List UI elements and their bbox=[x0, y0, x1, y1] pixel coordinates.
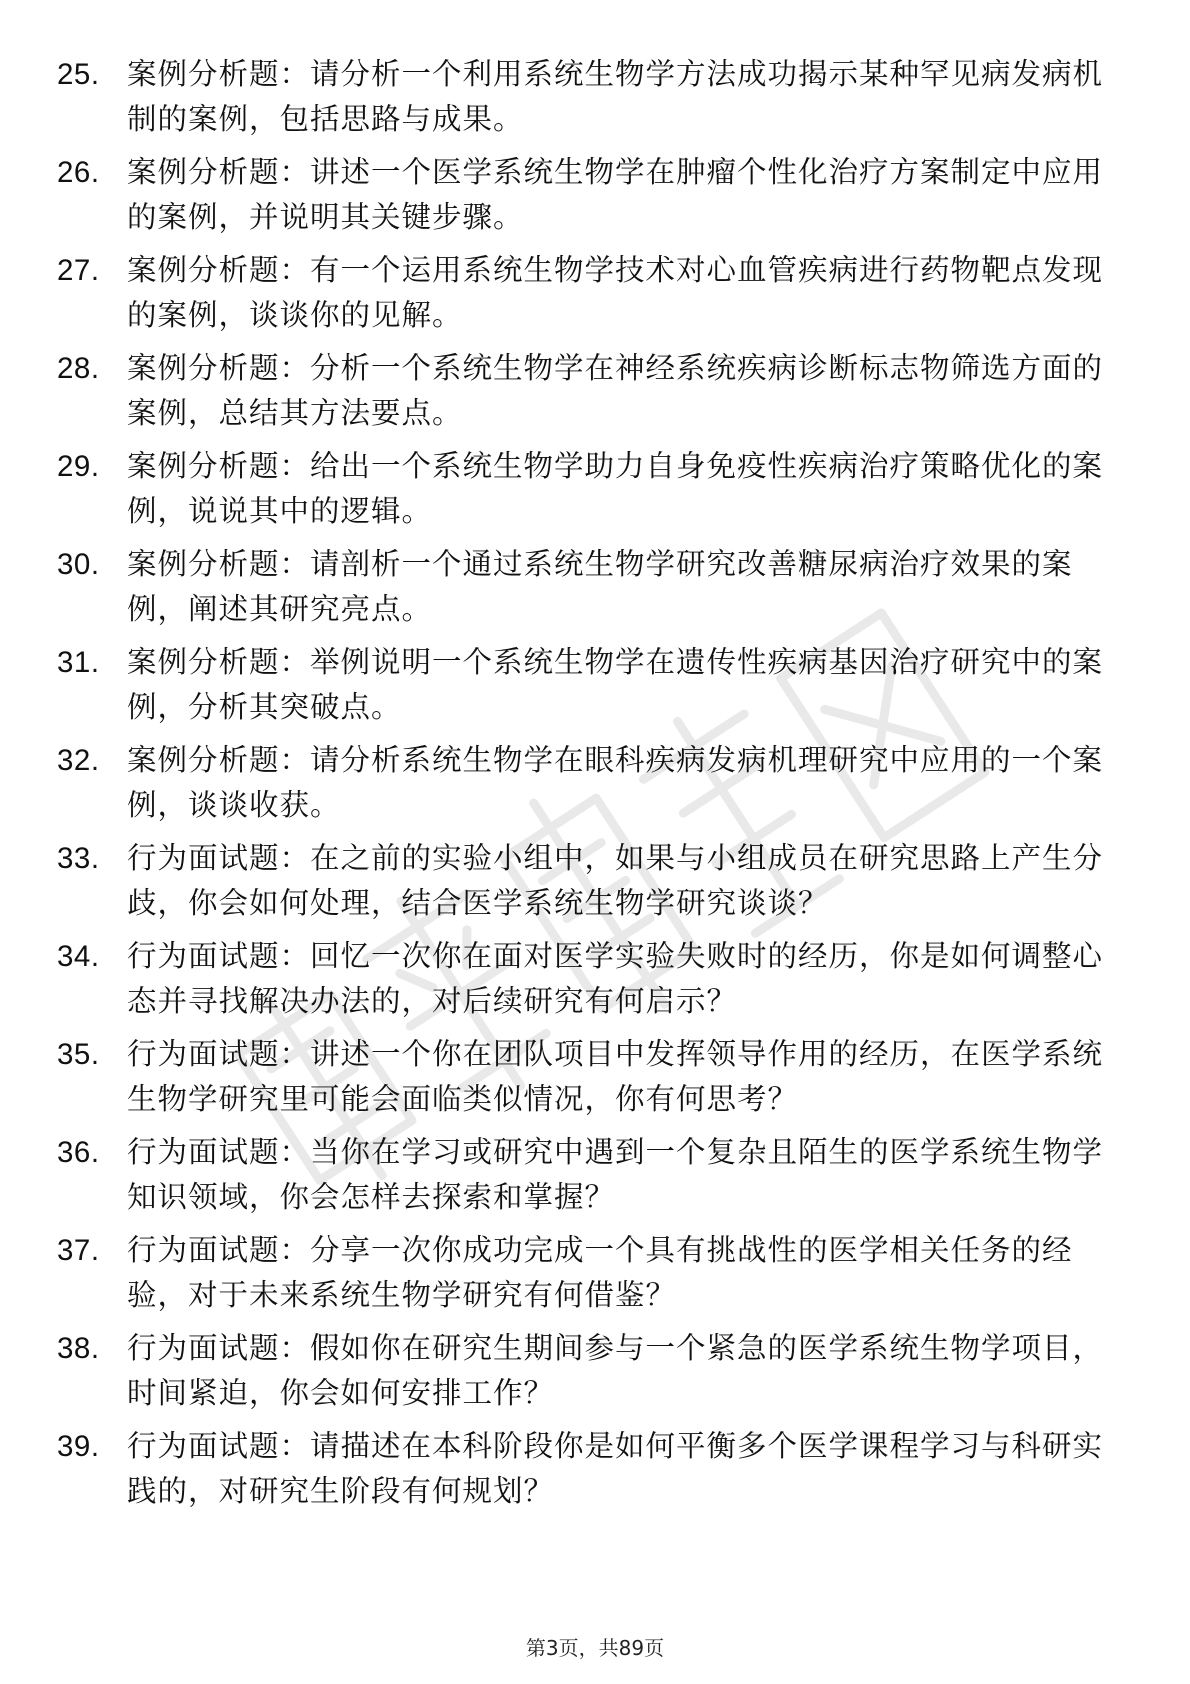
question-list bbox=[0, 52, 1190, 1522]
question-text: 案例分析题：讲述一个医学系统生物学在肿瘤个性化治疗方案制定中应用的案例，并说明其关键步骤。 bbox=[127, 155, 1104, 234]
question-text: 行为面试题：当你在学习或研究中遇到一个复杂且陌生的医学系统生物学知识领域，你会怎样去探索和掌握？ bbox=[127, 1135, 1104, 1214]
question-number: 39. bbox=[57, 1430, 100, 1463]
question-item bbox=[0, 150, 1190, 248]
question-item bbox=[0, 1326, 1190, 1424]
question-text: 案例分析题：举例说明一个系统生物学在遗传性疾病基因治疗研究中的案例，分析其突破点。 bbox=[127, 645, 1104, 724]
question-number: 34. bbox=[57, 940, 100, 973]
question-item bbox=[0, 934, 1190, 1032]
question-item bbox=[0, 836, 1190, 934]
question-number: 30. bbox=[57, 548, 100, 581]
page-number-footer: 第3页，共89页 bbox=[525, 1636, 665, 1660]
question-number: 25. bbox=[57, 58, 100, 91]
question-item bbox=[0, 52, 1190, 150]
question-item bbox=[0, 542, 1190, 640]
question-item bbox=[0, 346, 1190, 444]
question-text: 行为面试题：讲述一个你在团队项目中发挥领导作用的经历，在医学系统生物学研究里可能会面临类似情况，你有何思考？ bbox=[127, 1037, 1104, 1116]
question-text: 案例分析题：请分析一个利用系统生物学方法成功揭示某种罕见病发病机制的案例，包括思路与成果。 bbox=[127, 57, 1104, 136]
question-text: 案例分析题：请剖析一个通过系统生物学研究改善糖尿病治疗效果的案例，阐述其研究亮点。 bbox=[127, 547, 1073, 626]
question-number: 35. bbox=[57, 1038, 100, 1071]
question-item bbox=[0, 738, 1190, 836]
question-number: 32. bbox=[57, 744, 100, 777]
question-number: 28. bbox=[57, 352, 100, 385]
question-text: 案例分析题：请分析系统生物学在眼科疾病发病机理研究中应用的一个案例，谈谈收获。 bbox=[127, 743, 1104, 822]
question-text: 行为面试题：假如你在研究生期间参与一个紧急的医学系统生物学项目，时间紧迫，你会如何安排工作？ bbox=[127, 1331, 1104, 1410]
question-item bbox=[0, 248, 1190, 346]
question-text: 行为面试题：在之前的实验小组中，如果与小组成员在研究思路上产生分歧，你会如何处理，结合医学系统生物学研究谈谈？ bbox=[127, 841, 1104, 920]
question-item bbox=[0, 1424, 1190, 1522]
question-text: 行为面试题：回忆一次你在面对医学实验失败时的经历，你是如何调整心态并寻找解决办法的，对后续研究有何启示？ bbox=[127, 939, 1104, 1018]
question-number: 33. bbox=[57, 842, 100, 875]
question-item bbox=[0, 444, 1190, 542]
question-text: 行为面试题：请描述在本科阶段你是如何平衡多个医学课程学习与科研实践的，对研究生阶段有何规划？ bbox=[127, 1429, 1104, 1508]
question-item bbox=[0, 640, 1190, 738]
question-text: 案例分析题：分析一个系统生物学在神经系统疾病诊断标志物筛选方面的案例，总结其方法要点。 bbox=[127, 351, 1104, 430]
question-text: 案例分析题：有一个运用系统生物学技术对心血管疾病进行药物靶点发现的案例，谈谈你的见解。 bbox=[127, 253, 1104, 332]
question-number: 37. bbox=[57, 1234, 100, 1267]
question-item bbox=[0, 1130, 1190, 1228]
question-item bbox=[0, 1032, 1190, 1130]
question-number: 31. bbox=[57, 646, 100, 679]
question-text: 行为面试题：分享一次你成功完成一个具有挑战性的医学相关任务的经验，对于未来系统生物学研究有何借鉴？ bbox=[127, 1233, 1073, 1312]
question-number: 27. bbox=[57, 254, 100, 287]
question-number: 29. bbox=[57, 450, 100, 483]
question-number: 36. bbox=[57, 1136, 100, 1169]
question-text: 案例分析题：给出一个系统生物学助力自身免疫性疾病治疗策略优化的案例，说说其中的逻辑。 bbox=[127, 449, 1104, 528]
question-number: 38. bbox=[57, 1332, 100, 1365]
question-item bbox=[0, 1228, 1190, 1326]
question-number: 26. bbox=[57, 156, 100, 189]
